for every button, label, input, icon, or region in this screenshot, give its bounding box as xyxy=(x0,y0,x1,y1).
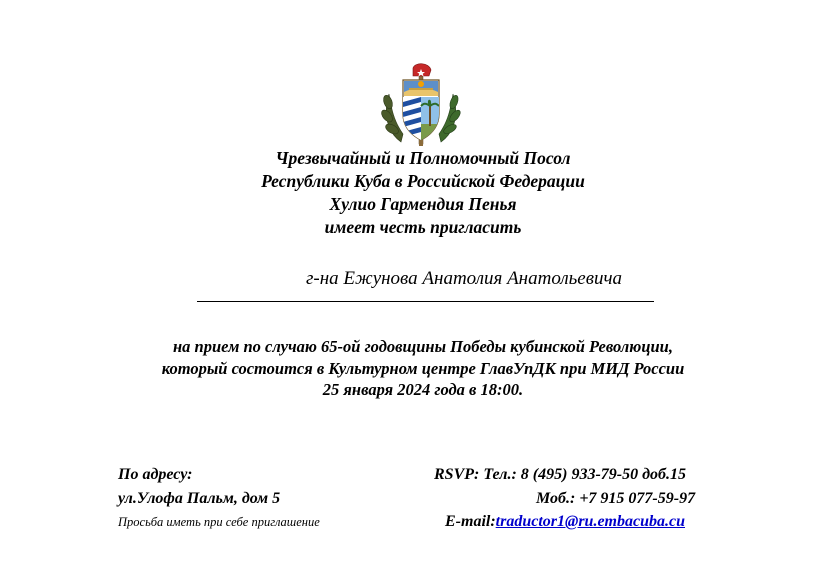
guest-underline xyxy=(197,301,654,302)
invitation-note: Просьба иметь при себе приглашение xyxy=(118,515,320,529)
event-venue: который состоится в Культурном центре ГлавУпДК при МИД России xyxy=(161,359,685,378)
invitation-phrase: имеет честь пригласить xyxy=(324,217,522,237)
mobile-phone: Моб.: +7 915 077-59-97 xyxy=(536,490,696,507)
ambassador-title: Чрезвычайный и Полномочный Посол xyxy=(275,148,571,168)
email-link[interactable]: traductor1@ru.embacuba.cu xyxy=(495,513,685,530)
rsvp-phone: RSVP: Тел.: 8 (495) 933-79-50 доб.15 xyxy=(434,466,687,483)
cuba-coat-of-arms-icon xyxy=(379,62,463,148)
email-label: E-mail: xyxy=(445,513,496,530)
address-value: ул.Улофа Пальм, дом 5 xyxy=(118,490,281,507)
address-label: По адресу: xyxy=(118,466,193,483)
email-line xyxy=(445,513,685,531)
ambassador-name: Хулио Гармендия Пенья xyxy=(329,194,517,214)
event-datetime: 25 января 2024 года в 18:00. xyxy=(322,380,524,399)
guest-name: г-на Ежунова Анатолия Анатольевича xyxy=(306,268,623,289)
ambassador-country: Республики Куба в Российской Федерации xyxy=(261,171,585,191)
event-occasion: на прием по случаю 65-ой годовщины Победы кубинской Революции, xyxy=(173,337,673,356)
